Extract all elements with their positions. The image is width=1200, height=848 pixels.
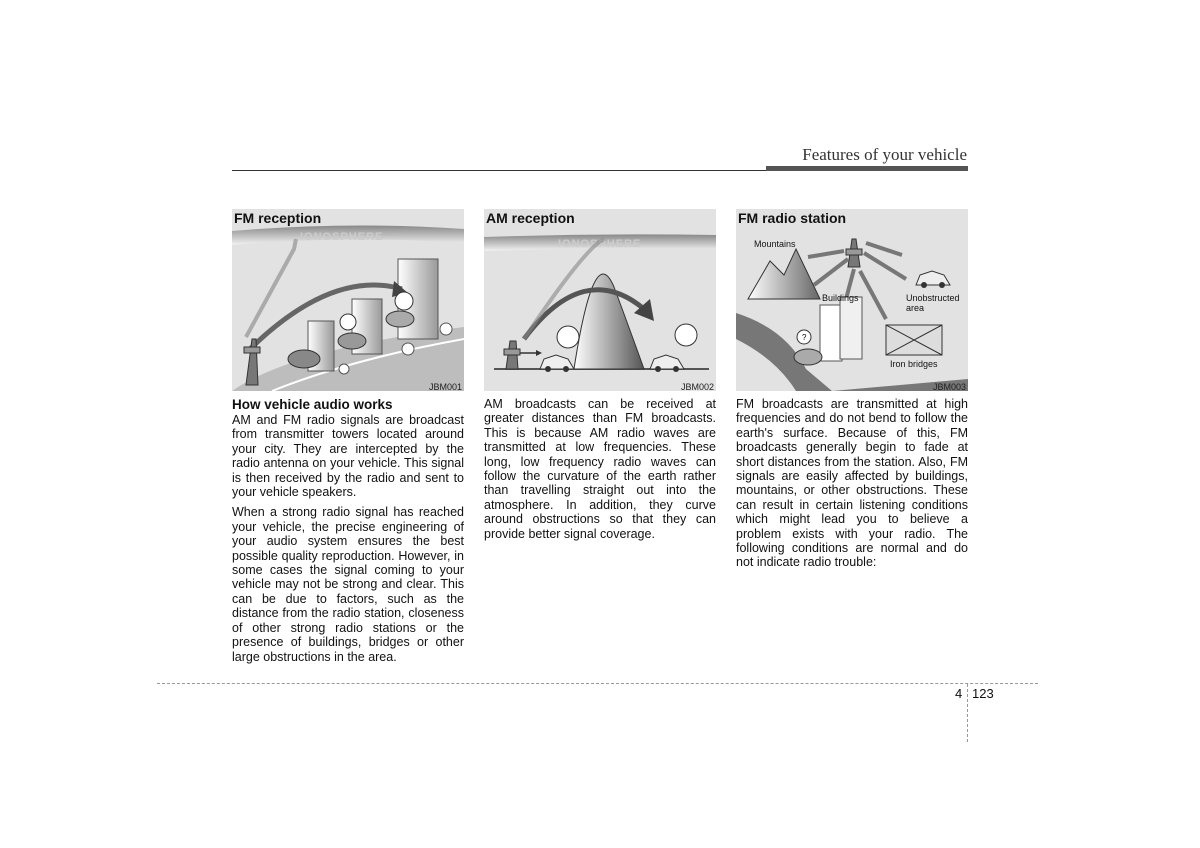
label-unobstructed-area	[906, 293, 960, 313]
svg-text:?: ?	[802, 333, 807, 342]
label-mountains: Mountains	[754, 239, 796, 249]
column-2	[484, 209, 716, 541]
figure-fm-reception	[232, 209, 464, 391]
figure-am-reception	[484, 209, 716, 391]
label-iron-bridges: Iron bridges	[890, 359, 938, 369]
column-1	[232, 209, 464, 664]
figure-title: FM radio station	[738, 210, 847, 226]
figure-title: AM reception	[486, 210, 575, 226]
paragraph: FM broadcasts are transmitted at high frequencies and do not bend to follow the earth's surface. Because of this, FM broadcasts generally begin to fade at short distances from the station. Also, FM signals are easily affected by buildings, mountains, or other obstructions. These can result in certain listening conditions which might lead you to believe a problem exists with your radio. The following conditions are normal and do not indicate radio trouble:	[736, 397, 968, 570]
paragraph: AM broadcasts can be received at greater distances than FM broadcasts. This is because AM radio waves are transmitted at low frequencies. These long, low frequency radio waves can follow the curvature of the earth rather than travelling straight out into the atmosphere. In addition, they curve around obstructions so that they can provide better signal coverage.	[484, 397, 716, 541]
section-subheading: How vehicle audio works	[232, 397, 393, 412]
column-3	[736, 209, 968, 570]
fm-reception-illustration	[232, 209, 464, 391]
label-unobstructed-line1: Unobstructed	[906, 293, 960, 303]
paragraph: AM and FM radio signals are broadcast from transmitter towers located around your city. They are intercepted by the radio antenna on your vehicle. This signal is then received by the radio and sent to your vehicle speakers.	[232, 413, 464, 500]
paragraph: When a strong radio signal has reached your vehicle, the precise engineering of your audio system ensures the best possible quality reproduction. However, in some cases the signal coming to your vehicle may not be strong and clear. This can be due to factors, such as the distance from the radio station, closeness of other strong radio stations or the presence of buildings, bridges or other large obstructions in the area.	[232, 505, 464, 664]
ionosphere-label: IONOSPHERE	[558, 238, 642, 250]
ionosphere-label: IONOSPHERE	[300, 231, 384, 243]
page-header-title: Features of your vehicle	[802, 145, 967, 164]
am-reception-illustration	[484, 209, 716, 391]
label-unobstructed-line2: area	[906, 303, 925, 313]
figure-title: FM reception	[234, 210, 322, 226]
figure-code: JBM003	[932, 382, 966, 391]
figure-code: JBM001	[428, 382, 462, 391]
figure-code: JBM002	[680, 382, 714, 391]
page-number: 123	[972, 686, 994, 701]
footer-rule	[157, 683, 1038, 684]
chapter-number: 4	[955, 686, 963, 701]
label-buildings: Buildings	[822, 293, 859, 303]
figure-fm-radio-station	[736, 209, 968, 391]
header-bar	[766, 166, 968, 171]
footer-divider	[967, 684, 968, 742]
